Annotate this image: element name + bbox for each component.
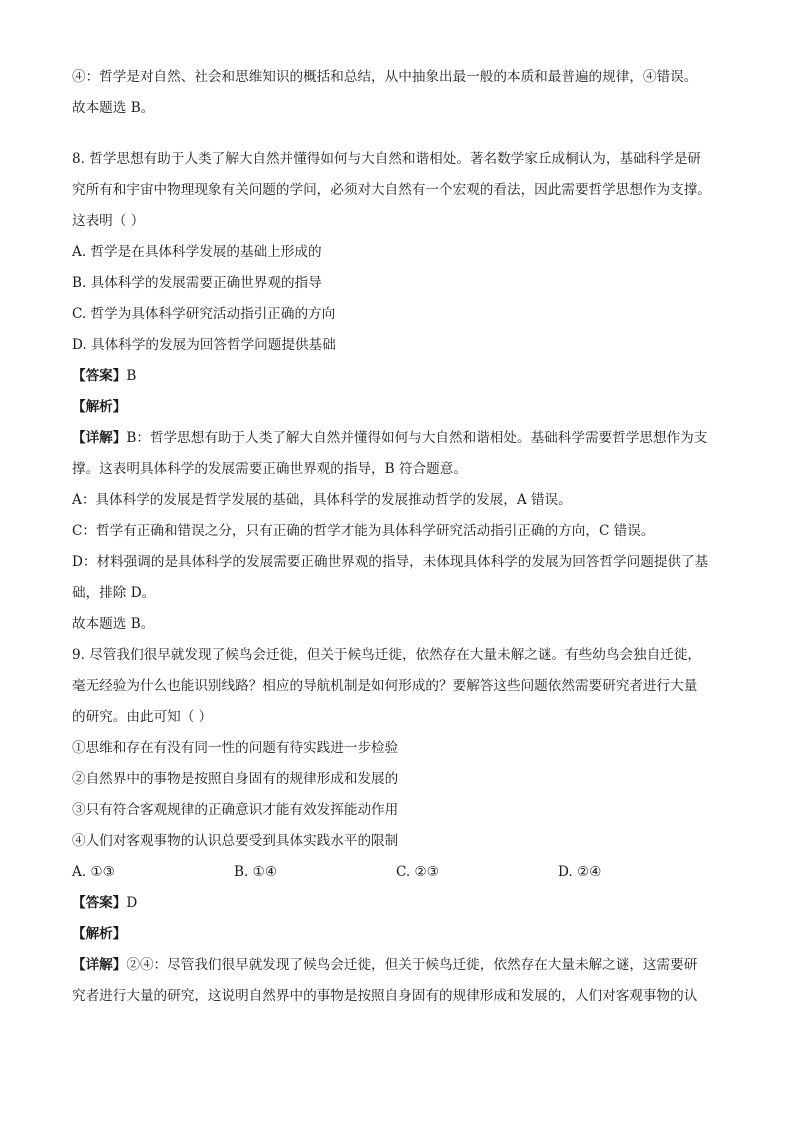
analysis-tag: 【解析】	[72, 399, 127, 415]
choice-d: D. ②④	[558, 864, 602, 880]
option-a: A. 哲学是在具体科学发展的基础上形成的	[72, 244, 322, 260]
statement-2: ②自然界中的事物是按照自身固有的规律形成和发展的	[72, 771, 399, 787]
question-stem-line: 9. 尽管我们很早就发现了候鸟会迁徙，但关于候鸟迁徙，依然存在大量未解之谜。有些幼鸟会独自迁徙，	[72, 647, 702, 663]
answer-tag: 【答案】	[72, 895, 127, 911]
statement-1: ①思维和存在有没有同一性的问题有待实践进一步检验	[72, 740, 399, 756]
question-stem-line: 的研究。由此可知（ ）	[72, 709, 213, 725]
analysis-line	[72, 392, 724, 423]
answer-tag: 【答案】	[72, 368, 127, 384]
previous-question-tail	[72, 62, 724, 124]
answer-value: D	[126, 895, 138, 911]
detail-tag: 【详解】	[72, 957, 127, 973]
answer-line	[72, 361, 724, 392]
spacer	[72, 124, 724, 144]
question-stem-line: 毫无经验为什么也能识别线路？相应的导航机制是如何形成的？要解答这些问题依然需要研究者进行大量	[72, 678, 698, 694]
option-d: D. 具体科学的发展为回答哲学问题提供基础	[72, 337, 336, 353]
detail-text-line: 撑。这表明具体科学的发展需要正确世界观的指导，B 符合题意。	[72, 461, 467, 477]
detail-text: ②④：尽管我们很早就发现了候鸟会迁徙，但关于候鸟迁徙，依然存在大量未解之谜，这需要研	[126, 957, 698, 973]
choice-b: B. ①④	[234, 864, 278, 880]
detail-text-line: C：哲学有正确和错误之分，只有正确的哲学才能为具体科学研究活动指引正确的方向，C 错误。	[72, 523, 655, 539]
answer-value: B	[126, 368, 137, 384]
choice-c: C. ②③	[396, 864, 439, 880]
detail-text-line: 础，排除 D。	[72, 585, 156, 601]
question-stem-line: 8. 哲学思想有助于人类了解大自然并懂得如何与大自然和谐相处。著名数学家丘成桐认为，基础科学是研	[72, 151, 702, 167]
text-line: ④：哲学是对自然、社会和思维知识的概括和总结，从中抽象出最一般的本质和最普遍的规律，④错误。	[72, 69, 698, 85]
option-c: C. 哲学为具体科学研究活动指引正确的方向	[72, 306, 336, 322]
detail-text-line: D：材料强调的是具体科学的发展需要正确世界观的指导，未体现具体科学的发展为回答哲学问题提供了基	[72, 554, 709, 570]
text-line: 故本题选 B。	[72, 100, 155, 116]
document-page	[72, 62, 724, 1012]
statement-4: ④人们对客观事物的认识总要受到具体实践水平的限制	[72, 833, 399, 849]
question-8	[72, 144, 724, 640]
detail-text-line: A：具体科学的发展是哲学发展的基础，具体科学的发展推动哲学的发展，A 错误。	[72, 492, 572, 508]
detail-line	[72, 423, 724, 454]
question-stem-line: 究所有和宇宙中物理现象有关问题的学问，必须对大自然有一个宏观的看法，因此需要哲学思想作为支撑。	[72, 182, 711, 198]
option-b: B. 具体科学的发展需要正确世界观的指导	[72, 275, 322, 291]
detail-text: B：哲学思想有助于人类了解大自然并懂得如何与大自然和谐相处。基础科学需要哲学思想作为支	[126, 430, 708, 446]
choice-a: A. ①③	[72, 864, 115, 880]
question-stem-line: 这表明（ ）	[72, 213, 145, 229]
analysis-tag: 【解析】	[72, 926, 127, 942]
answer-line	[72, 888, 724, 919]
question-9	[72, 640, 724, 1012]
detail-text-line: 究者进行大量的研究，这说明自然界中的事物是按照自身固有的规律形成和发展的，人们对客观事物的认	[72, 988, 698, 1004]
detail-line	[72, 950, 724, 981]
detail-tag: 【详解】	[72, 430, 127, 446]
analysis-line	[72, 919, 724, 950]
choice-row	[72, 857, 724, 888]
statement-3: ③只有符合客观规律的正确意识才能有效发挥能动作用	[72, 802, 399, 818]
detail-text-line: 故本题选 B。	[72, 616, 155, 632]
